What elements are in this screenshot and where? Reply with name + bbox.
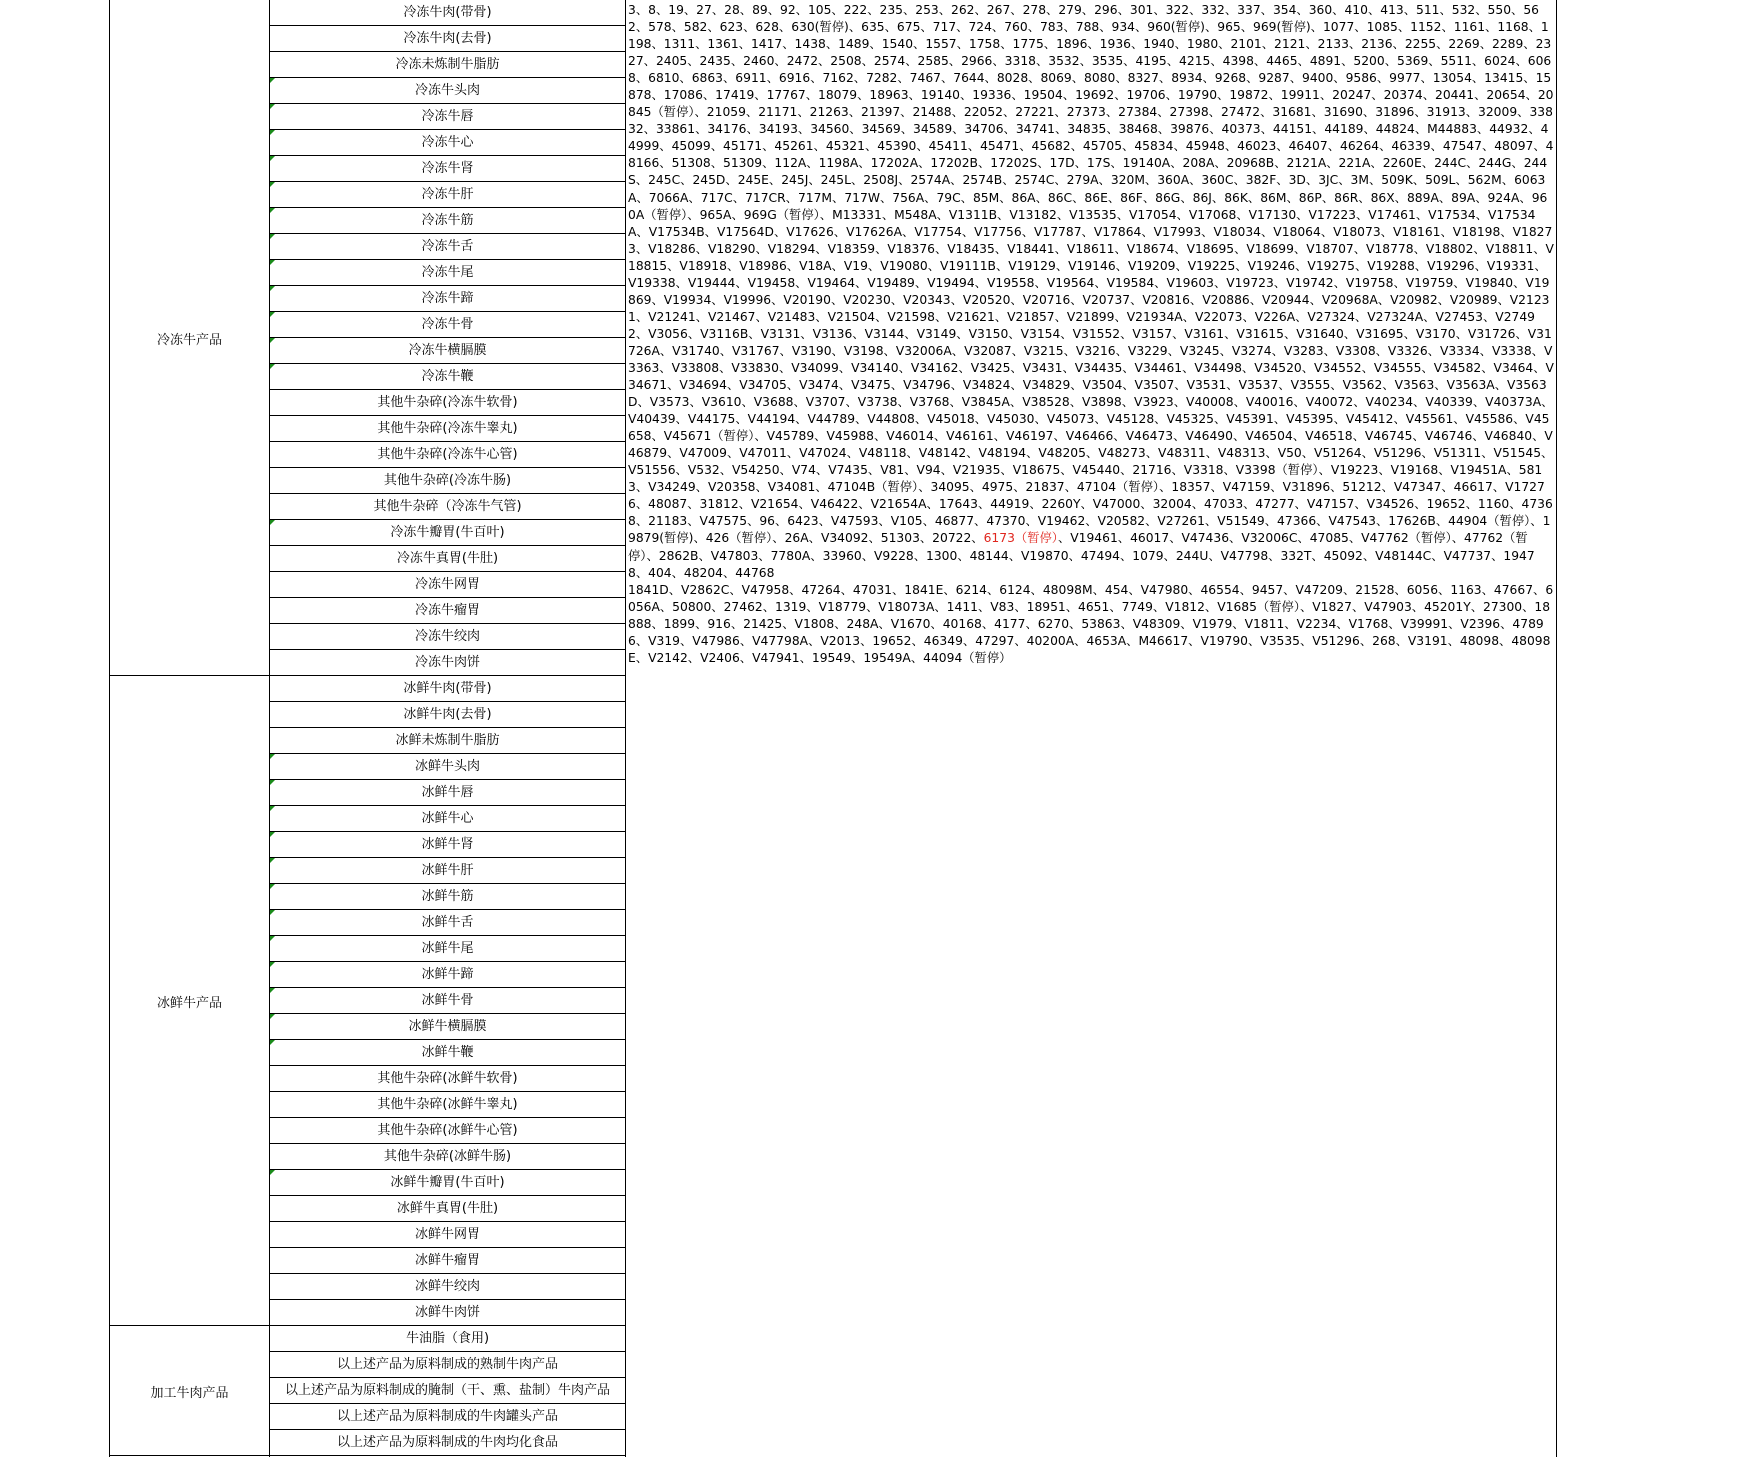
product-item-cell[interactable]: 冷冻牛唇 bbox=[421, 109, 474, 124]
product-item-cell[interactable]: 其他牛杂碎（冷冻牛气管) bbox=[373, 499, 522, 514]
product-item-cell[interactable]: 冰鲜牛肉(去骨) bbox=[403, 707, 492, 722]
product-item-cell[interactable]: 冰鲜牛骨 bbox=[421, 993, 474, 1008]
product-item-cell[interactable]: 其他牛杂碎(冷冻牛肠) bbox=[383, 473, 512, 488]
product-item-cell[interactable]: 冷冻牛真胃(牛肚) bbox=[396, 551, 499, 566]
product-item-cell[interactable]: 冷冻牛蹄 bbox=[421, 291, 474, 306]
product-item-cell[interactable]: 冷冻牛肾 bbox=[421, 161, 474, 176]
product-item-cell[interactable]: 冰鲜牛真胃(牛肚) bbox=[396, 1201, 499, 1216]
product-item-cell[interactable]: 冷冻牛骨 bbox=[421, 317, 474, 332]
product-item-cell[interactable]: 冰鲜牛网胃 bbox=[414, 1227, 480, 1242]
cell-comment-marker-icon bbox=[270, 1014, 275, 1019]
product-item-cell[interactable]: 以上述产品为原料制成的牛肉均化食品 bbox=[336, 1435, 558, 1450]
codes-text-part2: 、V19461、46017、V47436、V32006C、47085、V47762（暂停）、47762（暂停）、2862B、V47803、7780A、33960、V9228、1300、48144、V19870、47494、1079、244U、V47798、332T、45092、V48144C、V47737、19478、404、48204、44768 bbox=[628, 531, 1535, 580]
product-item-cell[interactable]: 其他牛杂碎(冰鲜牛心管) bbox=[377, 1123, 518, 1138]
product-item-cell[interactable]: 冰鲜牛横膈膜 bbox=[408, 1019, 487, 1034]
product-item-cell[interactable]: 冷冻未炼制牛脂肪 bbox=[395, 57, 500, 72]
product-item-cell[interactable]: 冰鲜牛肉饼 bbox=[414, 1305, 480, 1320]
product-item-cell[interactable]: 冷冻牛横膈膜 bbox=[408, 343, 487, 358]
cell-comment-marker-icon bbox=[270, 988, 275, 993]
cell-comment-marker-icon bbox=[270, 338, 275, 343]
cell-comment-marker-icon bbox=[270, 910, 275, 915]
category-cell: 冷冻牛产品 bbox=[156, 332, 222, 348]
codes-suspended-red: 6173（暂停） bbox=[983, 531, 1058, 546]
product-item-cell[interactable]: 冰鲜牛肝 bbox=[421, 863, 474, 878]
product-item-cell[interactable]: 冷冻牛肉(去骨) bbox=[403, 31, 492, 46]
product-item-cell[interactable]: 以上述产品为原料制成的牛肉罐头产品 bbox=[336, 1409, 558, 1424]
cell-comment-marker-icon bbox=[270, 78, 275, 83]
cell-comment-marker-icon bbox=[270, 962, 275, 967]
product-item-cell[interactable]: 其他牛杂碎(冰鲜牛肠) bbox=[383, 1149, 512, 1164]
product-item-cell[interactable]: 冰鲜牛心 bbox=[421, 811, 474, 826]
product-item-cell[interactable]: 冷冻牛心 bbox=[421, 135, 474, 150]
cell-comment-marker-icon bbox=[270, 1040, 275, 1045]
row-divider bbox=[269, 1455, 625, 1456]
cell-comment-marker-icon bbox=[270, 312, 275, 317]
product-item-cell[interactable]: 冰鲜牛蹄 bbox=[421, 967, 474, 982]
cell-comment-marker-icon bbox=[270, 364, 275, 369]
cell-comment-marker-icon bbox=[270, 156, 275, 161]
product-item-cell[interactable]: 冰鲜牛头肉 bbox=[414, 759, 480, 774]
product-item-cell[interactable]: 冰鲜牛尾 bbox=[421, 941, 474, 956]
product-item-cell[interactable]: 冰鲜牛筋 bbox=[421, 889, 474, 904]
product-item-cell[interactable]: 冷冻牛网胃 bbox=[414, 577, 480, 592]
cell-comment-marker-icon bbox=[270, 884, 275, 889]
grid-vline-3 bbox=[1556, 0, 1557, 1457]
product-item-cell[interactable]: 其他牛杂碎(冰鲜牛睾丸) bbox=[377, 1097, 518, 1112]
product-item-cell[interactable]: 冷冻牛肉(带骨) bbox=[403, 5, 492, 20]
product-item-cell[interactable]: 冰鲜牛瓣胃(牛百叶) bbox=[390, 1175, 505, 1190]
cell-comment-marker-icon bbox=[270, 208, 275, 213]
product-item-cell[interactable]: 其他牛杂碎(冰鲜牛软骨) bbox=[377, 1071, 518, 1086]
cell-comment-marker-icon bbox=[270, 780, 275, 785]
cell-comment-marker-icon bbox=[270, 104, 275, 109]
product-item-cell[interactable]: 冰鲜牛舌 bbox=[421, 915, 474, 930]
product-item-cell[interactable]: 冷冻牛筋 bbox=[421, 213, 474, 228]
product-item-cell[interactable]: 冷冻牛鞭 bbox=[421, 369, 474, 384]
cell-comment-marker-icon bbox=[270, 832, 275, 837]
cell-comment-marker-icon bbox=[270, 286, 275, 291]
product-item-cell[interactable]: 其他牛杂碎(冷冻牛睾丸) bbox=[377, 421, 518, 436]
cell-comment-marker-icon bbox=[270, 182, 275, 187]
product-item-cell[interactable]: 冷冻牛舌 bbox=[421, 239, 474, 254]
product-item-cell[interactable]: 以上述产品为原料制成的腌制（干、熏、盐制）牛肉产品 bbox=[284, 1383, 610, 1398]
approved-facility-codes-cell[interactable] bbox=[628, 2, 1554, 667]
product-item-cell[interactable]: 冷冻牛肝 bbox=[421, 187, 474, 202]
product-item-cell[interactable]: 冷冻牛肉饼 bbox=[414, 655, 480, 670]
product-item-cell[interactable]: 冰鲜牛瘤胃 bbox=[414, 1253, 480, 1268]
product-item-cell[interactable]: 其他牛杂碎(冷冻牛软骨) bbox=[377, 395, 518, 410]
cell-comment-marker-icon bbox=[270, 260, 275, 265]
product-item-cell[interactable]: 冰鲜牛绞肉 bbox=[414, 1279, 480, 1294]
product-item-cell[interactable]: 牛油脂（食用) bbox=[405, 1331, 490, 1346]
grid-vline-2 bbox=[625, 0, 626, 1457]
product-item-cell[interactable]: 冰鲜未炼制牛脂肪 bbox=[395, 733, 500, 748]
cell-comment-marker-icon bbox=[270, 1170, 275, 1175]
product-item-cell[interactable]: 其他牛杂碎(冷冻牛心管) bbox=[377, 447, 518, 462]
product-item-cell[interactable]: 冷冻牛绞肉 bbox=[414, 629, 480, 644]
cell-comment-marker-icon bbox=[270, 936, 275, 941]
codes-text-part1: 3、8、19、27、28、89、92、105、222、235、253、262、267、278、279、296、301、322、332、337、354、360、410、413、511、532、550、562、578、582、623、628、630(暂停)、635、675、717、724、760、783、788、934、960(暂停)、965、969(暂停)、1077、1085、1152、1161、1168、1198、1311、1361、1417、1438、1489、1540、1557、1758、1775、1896、1936、1940、1980、2101、2121、2133、2136、2255、2269、2289、2327、2405、2435、2460、2472、2508、2574、2585、2966、3318、3532、3535、4195、4215、4398、4465、4891、5200、5369、5511、6024、6068、6810、6863、6911、6916、7162、7282、7467、7644、8028、8069、8080、8327、8934、9268、9287、9400、9586、9977、13054、13415、15878、17086、17419、17767、18079、18963、19140、19336、19504、19692、19706、19790、19872、19911、20247、20374、20441、20654、20845（暂停）、21059、21171、21263、21397、21488、22052、27221、27373、27384、27398、27472、31681、31690、31896、31913、32009、33832、33861、34176、34193、34560、34569、34589、34706、34741、34835、38468、39876、40373、44151、44189、44824、M44883、44932、44999、45099、45171、45261、45321、45390、45411、45471、45682、45705、45834、45948、46023、46407、46264、46339、47547、48097、48166、51308、51309、112A、1198A、17202A、17202B、17202S、17D、17S、19140A、208A、20968B、2121A、221A、2260E、244C、244G、244S、245C、245D、245E、245J、245L、2508J、2574A、2574B、2574C、279A、320M、360A、360C、382F、3D、3JC、3M、509K、509L、562M、6063A、7066A、717C、717CR、717M、717W、756A、79C、85M、86A、86C、86E、86F、86G、86J、86K、86M、86P、86R、86X、889A、89A、924A、960A（暂停）、965A、969G（暂停）、M13331、M548A、V1311B、V13182、V13535、V17054、V17068、V17130、V17223、V17461、V17534、V17534A、V17534B、V17564D、V17626、V17626A、V17754、V17756、V17787、V17864、V17993、V18034、V18064、V18073、V18161、V18198、V18273、V18286、V18290、V18294、V18359、V18376、V18435、V18441、V18611、V18674、V18695、V18699、V18707、V18778、V18802、V18811、V18815、V18918、V18986、V18A、V19、V19080、V19111B、V19129、V19146、V19209、V19225、V19246、V19275、V19288、V19296、V19331、V19338、V19444、V19458、V19464、V19489、V19494、V19558、V19564、V19584、V19603、V19723、V19742、V19758、V19759、V19840、V19869、V19934、V19996、V20190、V20230、V20343、V20520、V20716、V20737、V20816、V20886、V20944、V20968A、V20982、V20989、V21231、V21241、V21467、V21483、V21504、V21598、V21621、V21857、V21899、V21934A、V22073、V226A、V27324、V27324A、V27453、V27492、V3056、V3116B、V3131、V3136、V3144、V3149、V3150、V3154、V31552、V3157、V3161、V31615、V31640、V31695、V3170、V31726、V31726A、V31740、V31767、V3190、V3198、V32006A、V32087、V3215、V3216、V3229、V3245、V3274、V3283、V3308、V3326、V3334、V3338、V3363、V33808、V33830、V34099、V34140、V34162、V3425、V3431、V34435、V34461、V34498、V34520、V34552、V34555、V34582、V3464、V34671、V34694、V34705、V3474、V3475、V34796、V34824、V34829、V3504、V3507、V3531、V3537、V3555、V3562、V3563、V3563A、V3563D、V3573、V3610、V3688、V3707、V3738、V3768、V3845A、V38528、V3898、V3923、V40008、V40016、V40072、V40234、V40339、V40373A、V40439、V44175、V44194、V44789、V44808、V45018、V45030、V45073、V45128、V45325、V45391、V45395、V45412、V45561、V45586、V45658、V45671（暂停）、V45789、V45988、V46014、V46161、V46197、V46466、V46473、V46490、V46504、V46518、V46745、V46746、V46840、V46879、V47009、V47011、V47024、V48118、V48142、V48194、V48205、V48273、V48311、V48313、V50、V51264、V51296、V51311、V51545、V51556、V532、V54250、V74、V7435、V81、V94、V21935、V18675、V45440、21716、V3318、V3398（暂停）、V19223、V19168、V19451A、5813、V34249、V20358、V34081、47104B（暂停）、34095、4975、21837、47104（暂停）、18357、V47159、V31896、51212、V47347、46617、V17276、48087、31812、V21654、V46422、V21654A、17643、44919、2260Y、V47000、32004、47033、47277、V47157、V34526、19652、1160、47368、21183、V47575、96、6423、V47593、V105、46877、47370、V19462、V20582、V27261、V51549、47366、V47543、17626B、44904（暂停）、19879(暂停)、426（暂停）、26A、V34092、51303、20722、 bbox=[628, 3, 1554, 546]
cell-comment-marker-icon bbox=[270, 858, 275, 863]
category-divider bbox=[109, 1455, 269, 1456]
cell-comment-marker-icon bbox=[270, 234, 275, 239]
category-cell: 冰鲜牛产品 bbox=[156, 995, 222, 1011]
product-item-cell[interactable]: 冷冻牛头肉 bbox=[414, 83, 480, 98]
cell-comment-marker-icon bbox=[270, 520, 275, 525]
product-item-cell[interactable]: 冰鲜牛鞭 bbox=[421, 1045, 474, 1060]
cell-comment-marker-icon bbox=[270, 130, 275, 135]
cell-comment-marker-icon bbox=[270, 806, 275, 811]
cell-comment-marker-icon bbox=[270, 754, 275, 759]
codes-text-part3: 1841D、V2862C、V47958、47264、47031、1841E、6214、6124、48098M、454、V47980、46554、9457、V47209、21528、6056、1163、47667、6056A、50800、27462、1319、V18779、V18073A、1411、V83、18951、4651、7749、V1812、V1685（暂停）、V1827、V47903、45201Y、27300、18888、1899、916、21425、V1808、248A、V1670、40168、4177、6270、53863、V48309、V1979、V1811、V2234、V1768、V39991、V2396、47896、V319、V47986、V47798A、V2013、19652、46349、47297、40200A、4653A、M46617、V19790、V3535、V51296、268、V3191、48098、48098E、V2142、V2406、V47941、19549、19549A、44094（暂停） bbox=[628, 582, 1554, 665]
category-cell: 加工牛肉产品 bbox=[150, 1385, 229, 1401]
product-item-cell[interactable]: 冷冻牛尾 bbox=[421, 265, 474, 280]
product-item-cell[interactable]: 冰鲜牛唇 bbox=[421, 785, 474, 800]
product-item-cell[interactable]: 冰鲜牛肾 bbox=[421, 837, 474, 852]
product-item-cell[interactable]: 冷冻牛瓣胃(牛百叶) bbox=[390, 525, 505, 540]
product-item-cell[interactable]: 以上述产品为原料制成的熟制牛肉产品 bbox=[336, 1357, 558, 1372]
product-item-cell[interactable]: 冰鲜牛肉(带骨) bbox=[403, 681, 492, 696]
product-item-cell[interactable]: 冷冻牛瘤胃 bbox=[414, 603, 480, 618]
